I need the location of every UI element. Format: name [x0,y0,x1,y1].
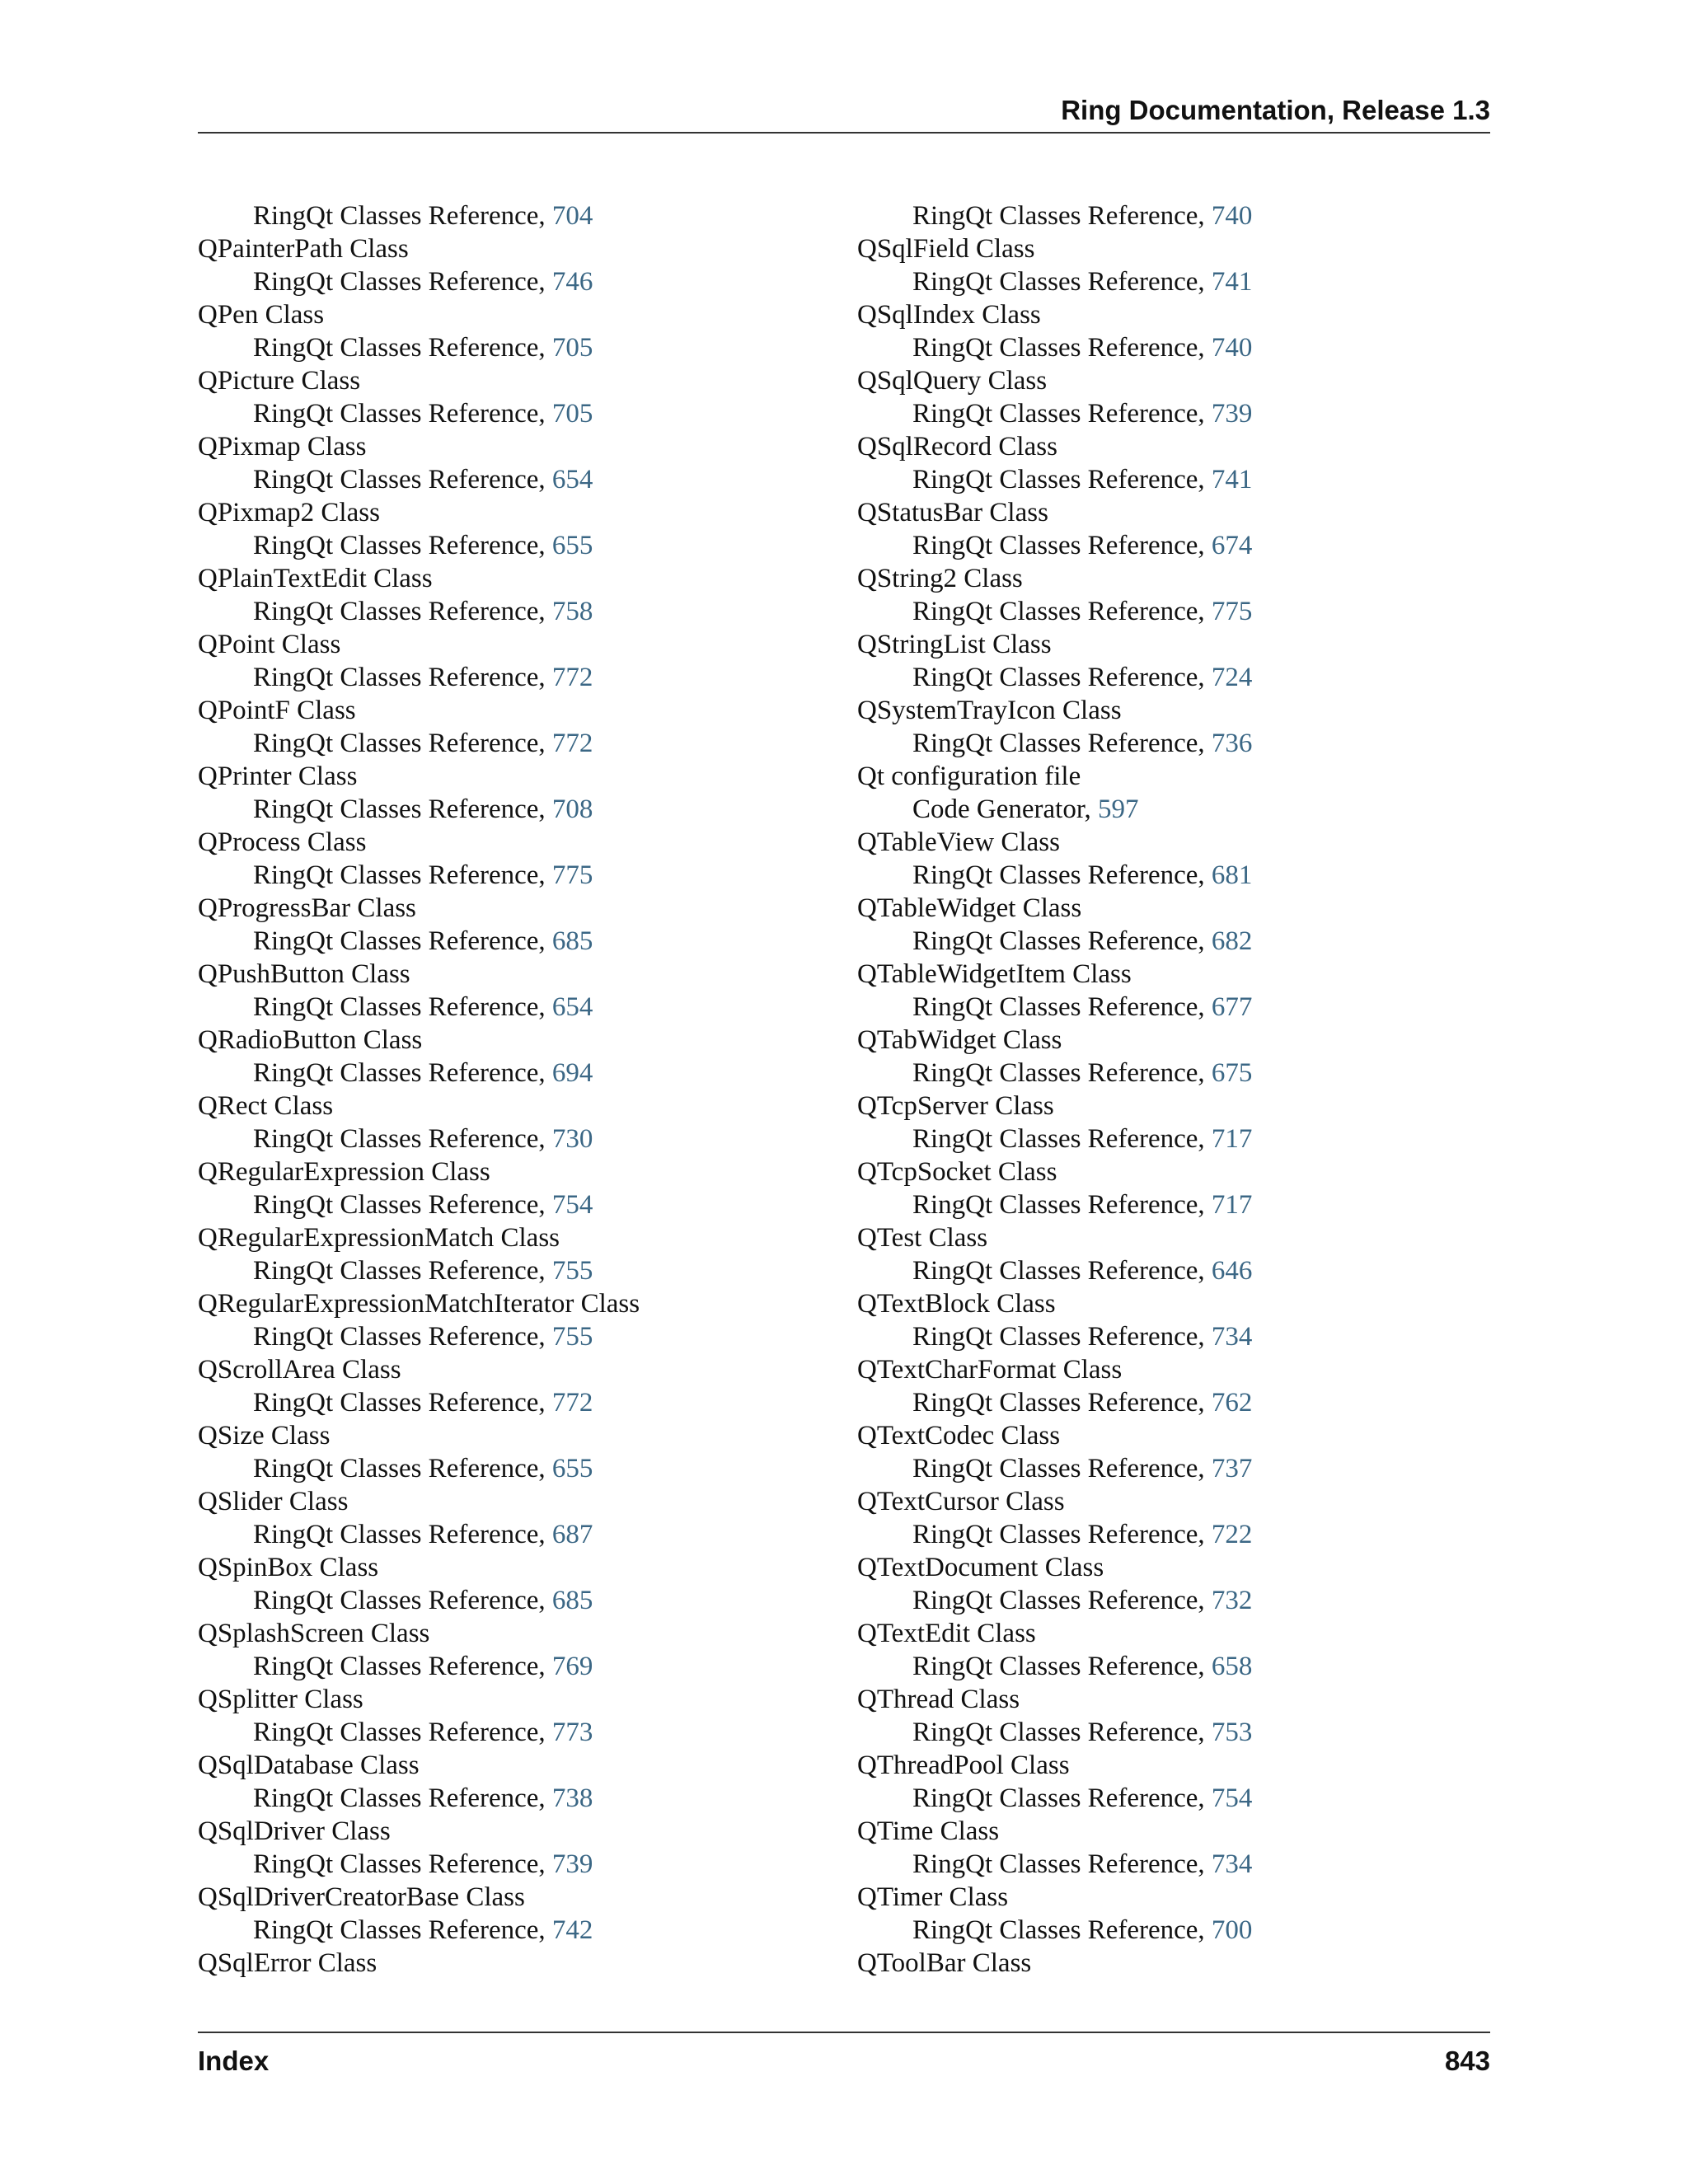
index-subentry [198,1386,857,1419]
page-link[interactable]: 742 [551,1915,593,1945]
index-subentry [857,199,1517,232]
index-subentry [198,727,857,760]
subentry-label: RingQt Classes Reference, [253,1124,552,1154]
subentry-label: RingQt Classes Reference, [912,201,1212,231]
page-link[interactable]: 740 [1211,333,1253,363]
index-subentry [198,265,857,298]
index-subentry [198,1716,857,1749]
subentry-label: RingQt Classes Reference, [912,1190,1212,1220]
page-link[interactable]: 741 [1211,465,1253,494]
subentry-label: RingQt Classes Reference, [912,992,1212,1022]
index-subentry [857,463,1517,496]
page-link[interactable]: 654 [551,465,593,494]
page-link[interactable]: 655 [551,1454,593,1483]
index-entry: QTest Class [857,1223,988,1253]
index-entry: QTextBlock Class [857,1289,1056,1319]
index-entry: QToolBar Class [857,1948,1032,1978]
page-link[interactable]: 753 [1211,1718,1253,1747]
subentry-label: RingQt Classes Reference, [253,267,552,297]
subentry-label: RingQt Classes Reference, [253,465,552,494]
subentry-label: RingQt Classes Reference, [253,926,552,956]
index-subentry [857,1057,1517,1090]
page-link[interactable]: 685 [551,1586,593,1615]
page-link[interactable]: 705 [551,399,593,429]
subentry-label: RingQt Classes Reference, [912,663,1212,692]
index-entry: QRect Class [198,1091,334,1121]
index-entry: QSpinBox Class [198,1553,379,1582]
index-entry: QTableView Class [857,827,1060,857]
subentry-label: RingQt Classes Reference, [253,1915,552,1945]
index-subentry [198,1188,857,1221]
page-link[interactable]: 734 [1211,1322,1253,1352]
subentry-label: RingQt Classes Reference, [253,794,552,824]
page-link[interactable]: 739 [551,1849,593,1879]
index-subentry [857,1386,1517,1419]
subentry-label: RingQt Classes Reference, [253,1520,552,1549]
index-entry: QRadioButton Class [198,1025,423,1055]
footer-section: Index [198,2046,270,2076]
page-link[interactable]: 732 [1211,1586,1253,1615]
subentry-label: RingQt Classes Reference, [253,992,552,1022]
page-link[interactable]: 775 [1211,597,1253,626]
index-subentry [198,1320,857,1353]
page-link[interactable]: 769 [551,1652,593,1681]
index-subentry [857,1650,1517,1683]
index-subentry [198,1914,857,1947]
subentry-label: RingQt Classes Reference, [253,201,552,231]
subentry-label: RingQt Classes Reference, [912,1454,1212,1483]
index-entry: QSqlDatabase Class [198,1750,420,1780]
page-header [198,92,1490,134]
subentry-label: RingQt Classes Reference, [912,1322,1212,1352]
index-entry: QSqlError Class [198,1948,377,1978]
subentry-label: RingQt Classes Reference, [253,1652,552,1681]
index-entry: QTimer Class [857,1882,1009,1912]
index-entry: QTextDocument Class [857,1553,1104,1582]
index-entry: QPoint Class [198,630,341,659]
index-entry: QStatusBar Class [857,498,1048,527]
index-subentry [857,1188,1517,1221]
subentry-label: RingQt Classes Reference, [912,1058,1212,1088]
index-subentry [857,661,1517,694]
subentry-label: Code Generator, [912,794,1099,824]
index-entry: QSplashScreen Class [198,1619,430,1648]
page-link[interactable]: 675 [1211,1058,1253,1088]
page-link[interactable]: 741 [1211,267,1253,297]
subentry-label: RingQt Classes Reference, [253,663,552,692]
page-link[interactable]: 734 [1211,1849,1253,1879]
page-link[interactable]: 772 [551,729,593,758]
index-entry: QTime Class [857,1816,1000,1846]
index-entry: QPrinter Class [198,762,358,791]
subentry-label: RingQt Classes Reference, [253,1849,552,1879]
index-entry: QPainterPath Class [198,234,409,264]
index-entry: QRegularExpression Class [198,1157,490,1187]
index-subentry [198,1254,857,1287]
header-title: Ring Documentation, Release 1.3 [1061,95,1490,125]
page-link[interactable]: 654 [551,992,593,1022]
subentry-label: RingQt Classes Reference, [253,1190,552,1220]
subentry-label: RingQt Classes Reference, [912,1783,1212,1813]
subentry-label: RingQt Classes Reference, [912,1520,1212,1549]
index-entry: QSqlRecord Class [857,432,1057,462]
page-link[interactable]: 755 [551,1322,593,1352]
page-link[interactable]: 694 [551,1058,593,1088]
index-entry: QTextCursor Class [857,1487,1065,1516]
page-link[interactable]: 717 [1211,1190,1253,1220]
index-entry: QSqlDriverCreatorBase Class [198,1882,525,1912]
index-entry: QSqlQuery Class [857,366,1048,396]
index-entry: QScrollArea Class [198,1355,401,1385]
index-subentry [857,991,1517,1024]
index-subentry [857,331,1517,364]
index-entry: QPixmap Class [198,432,367,462]
page-link[interactable]: 597 [1098,794,1139,824]
index-entry: QTabWidget Class [857,1025,1062,1055]
page-link[interactable]: 677 [1211,992,1253,1022]
page-link[interactable]: 687 [551,1520,593,1549]
subentry-label: RingQt Classes Reference, [253,1058,552,1088]
page-link[interactable]: 758 [551,597,593,626]
subentry-label: RingQt Classes Reference, [912,399,1212,429]
index-entry: QProgressBar Class [198,893,416,923]
subentry-label: RingQt Classes Reference, [912,1256,1212,1286]
index-subentry [857,529,1517,562]
index-entry: QSqlField Class [857,234,1035,264]
page-link[interactable]: 646 [1211,1256,1253,1286]
subentry-label: RingQt Classes Reference, [912,597,1212,626]
index-entry: QTextCharFormat Class [857,1355,1123,1385]
subentry-label: RingQt Classes Reference, [912,1586,1212,1615]
index-subentry [198,1452,857,1485]
index-subentry [198,1122,857,1155]
subentry-label: RingQt Classes Reference, [253,333,552,363]
index-subentry [857,265,1517,298]
index-subentry [857,1518,1517,1551]
subentry-label: RingQt Classes Reference, [253,729,552,758]
page-link[interactable]: 754 [1211,1783,1253,1813]
index-subentry [198,529,857,562]
index-entry: QRegularExpressionMatchIterator Class [198,1289,640,1319]
index-entry: QSize Class [198,1421,331,1451]
index-subentry [198,595,857,628]
index-entry: QTableWidgetItem Class [857,959,1132,989]
index-subentry [198,1848,857,1881]
index-subentry [857,595,1517,628]
index-subentry [857,1320,1517,1353]
index-entry: QPointF Class [198,696,356,725]
subentry-label: RingQt Classes Reference, [912,267,1212,297]
subentry-label: RingQt Classes Reference, [253,399,552,429]
index-column-left [198,199,857,1980]
index-entry: Qt configuration file [857,762,1081,791]
index-entry: QTableWidget Class [857,893,1082,923]
index-entry: QSplitter Class [198,1685,363,1714]
index-entry: QTextEdit Class [857,1619,1036,1648]
index-subentry [857,1254,1517,1287]
subentry-label: RingQt Classes Reference, [912,1388,1212,1418]
subentry-label: RingQt Classes Reference, [912,1652,1212,1681]
page-link[interactable]: 717 [1211,1124,1253,1154]
index-subentry [198,1584,857,1617]
index-subentry [198,1782,857,1815]
page-link[interactable]: 772 [551,663,593,692]
page-link[interactable]: 775 [551,860,593,890]
index-entry: QTcpSocket Class [857,1157,1057,1187]
index-entry: QTextCodec Class [857,1421,1061,1451]
page-link[interactable]: 738 [551,1783,593,1813]
page-link[interactable]: 681 [1211,860,1253,890]
index-column-right [857,199,1517,1980]
subentry-label: RingQt Classes Reference, [912,729,1212,758]
page-link[interactable]: 773 [551,1718,593,1747]
index-entry: QPixmap2 Class [198,498,380,527]
index-entry: QSlider Class [198,1487,349,1516]
index-entry: QSqlDriver Class [198,1816,391,1846]
index-subentry [198,991,857,1024]
index-subentry [198,463,857,496]
page-link[interactable]: 739 [1211,399,1253,429]
index-entry: QPushButton Class [198,959,410,989]
index-entry: QString2 Class [857,564,1023,593]
index-entry: QTcpServer Class [857,1091,1054,1121]
index-subentry [198,331,857,364]
subentry-label: RingQt Classes Reference, [912,1718,1212,1747]
subentry-label: RingQt Classes Reference, [912,1849,1212,1879]
subentry-label: RingQt Classes Reference, [253,1718,552,1747]
index-entry: QProcess Class [198,827,367,857]
subentry-label: RingQt Classes Reference, [912,1915,1212,1945]
subentry-label: RingQt Classes Reference, [253,1586,552,1615]
subentry-label: RingQt Classes Reference, [253,1388,552,1418]
page-link[interactable]: 685 [551,926,593,956]
page-link[interactable]: 772 [551,1388,593,1418]
index-subentry [198,1518,857,1551]
subentry-label: RingQt Classes Reference, [253,597,552,626]
page-link[interactable]: 724 [1211,663,1253,692]
page-link[interactable]: 755 [551,1256,593,1286]
page-link[interactable]: 655 [551,531,593,560]
index-subentry [857,1848,1517,1881]
subentry-label: RingQt Classes Reference, [912,333,1212,363]
index-subentry [198,793,857,826]
page-link[interactable]: 737 [1211,1454,1253,1483]
subentry-label: RingQt Classes Reference, [253,1322,552,1352]
page-link[interactable]: 762 [1211,1388,1253,1418]
subentry-label: RingQt Classes Reference, [253,1256,552,1286]
index-entry: QPen Class [198,300,325,330]
subentry-label: RingQt Classes Reference, [912,860,1212,890]
index-entry: QThreadPool Class [857,1750,1070,1780]
index-entry: QThread Class [857,1685,1020,1714]
page-footer [198,2032,1490,2079]
index-subentry [857,1782,1517,1815]
index-subentry [857,793,1517,826]
index-subentry [198,925,857,958]
page-link[interactable]: 740 [1211,201,1253,231]
index-subentry [857,1716,1517,1749]
page-link[interactable]: 730 [551,1124,593,1154]
index-subentry [857,859,1517,892]
index-entry: QSqlIndex Class [857,300,1041,330]
index-subentry [857,1122,1517,1155]
page-link[interactable]: 682 [1211,926,1253,956]
index-subentry [198,1057,857,1090]
subentry-label: RingQt Classes Reference, [253,860,552,890]
page-link[interactable]: 674 [1211,531,1253,560]
index-subentry [857,925,1517,958]
page-link[interactable]: 704 [551,201,593,231]
index-entry: QStringList Class [857,630,1052,659]
subentry-label: RingQt Classes Reference, [912,531,1212,560]
page-link[interactable]: 736 [1211,729,1253,758]
index-subentry [198,199,857,232]
index-subentry [857,727,1517,760]
subentry-label: RingQt Classes Reference, [253,1783,552,1813]
subentry-label: RingQt Classes Reference, [912,926,1212,956]
page-link[interactable]: 705 [551,333,593,363]
subentry-label: RingQt Classes Reference, [253,531,552,560]
page-link[interactable]: 722 [1211,1520,1253,1549]
index-subentry [857,397,1517,430]
index-subentry [857,1452,1517,1485]
index-entry: QPicture Class [198,366,361,396]
index-subentry [857,1914,1517,1947]
footer-page-number: 843 [1444,2046,1490,2076]
index-entry: QSystemTrayIcon Class [857,696,1122,725]
page-link[interactable]: 746 [551,267,593,297]
index-entry: QRegularExpressionMatch Class [198,1223,560,1253]
subentry-label: RingQt Classes Reference, [912,1124,1212,1154]
index-subentry [198,397,857,430]
subentry-label: RingQt Classes Reference, [912,465,1212,494]
index-subentry [198,859,857,892]
page-link[interactable]: 708 [551,794,593,824]
index-entry: QPlainTextEdit Class [198,564,433,593]
index-subentry [198,1650,857,1683]
page-link[interactable]: 754 [551,1190,593,1220]
subentry-label: RingQt Classes Reference, [253,1454,552,1483]
index-subentry [198,661,857,694]
page-link[interactable]: 658 [1211,1652,1253,1681]
page-link[interactable]: 700 [1211,1915,1253,1945]
index-subentry [857,1584,1517,1617]
